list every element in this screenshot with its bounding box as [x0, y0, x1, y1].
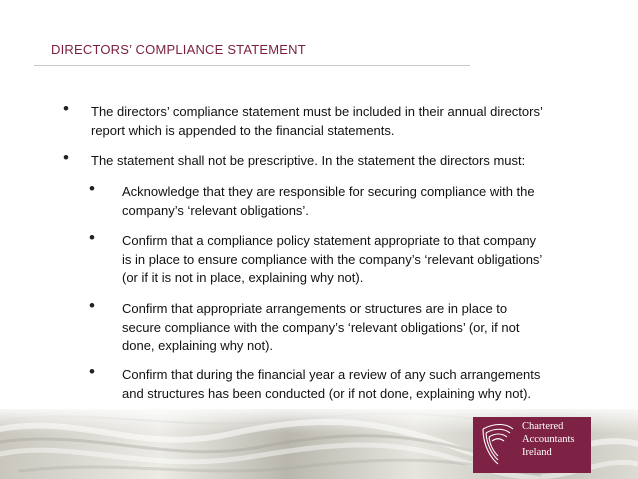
sub-bullet-item: [89, 179, 535, 220]
bullet-item: [63, 99, 543, 140]
sub-bullet-item: [89, 296, 520, 356]
bullet-icon: •: [63, 148, 69, 167]
chartered-accountants-crest-icon: [480, 421, 516, 467]
bullet-line: The directors’ compliance statement must be included in their annual directors’: [91, 104, 543, 119]
bullet-line: and structures has been conducted (or if not done, explaining why not).: [122, 385, 532, 401]
bullet-icon: •: [63, 99, 69, 118]
bullet-line: Confirm that a compliance policy statement appropriate to that company: [122, 233, 537, 248]
bullet-item: [63, 148, 526, 171]
bullet-line: (or if it is not in place, explaining why not).: [122, 270, 364, 285]
bullet-line: secure compliance with the company’s ‘relevant obligations’ (or, if not: [122, 319, 520, 335]
bullet-icon: •: [89, 296, 95, 315]
bullet-icon: •: [89, 228, 95, 247]
bullet-line: report which is appended to the financial statements.: [91, 122, 395, 138]
bullet-line: is in place to ensure compliance with the company’s ‘relevant obligations’: [122, 251, 543, 267]
bullet-line: Confirm that during the financial year a review of any such arrangements: [122, 367, 541, 382]
sub-bullet-item: [89, 228, 543, 288]
logo-line: Accountants: [522, 434, 575, 445]
sub-bullet-item: [89, 362, 541, 403]
bullet-line: done, explaining why not).: [122, 338, 274, 353]
bullet-line: The statement shall not be prescriptive. In the statement the directors must:: [91, 153, 526, 168]
logo-line: Chartered: [522, 421, 564, 432]
bullet-icon: •: [89, 362, 95, 381]
bullet-icon: •: [89, 179, 95, 198]
bullet-line: Acknowledge that they are responsible for securing compliance with the: [122, 184, 535, 199]
bullet-line: Confirm that appropriate arrangements or structures are in place to: [122, 301, 508, 316]
title-divider: [34, 65, 470, 66]
bullet-line: company’s ‘relevant obligations’.: [122, 202, 309, 218]
logo-wordmark: [522, 420, 592, 459]
logo-line: Ireland: [522, 447, 552, 458]
slide-title: DIRECTORS’ COMPLIANCE STATEMENT: [51, 42, 306, 57]
